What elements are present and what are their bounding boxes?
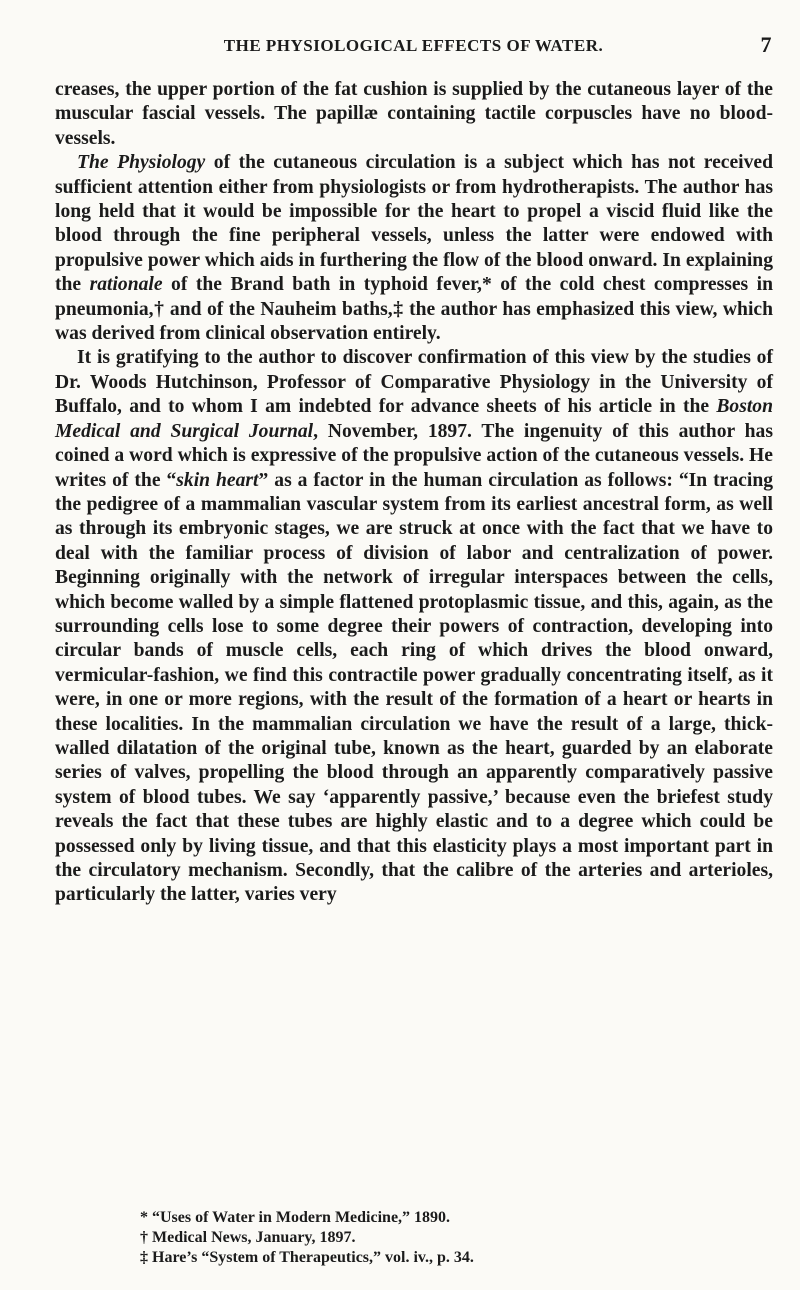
page-number: 7	[760, 32, 772, 57]
footnote-1: * “Uses of Water in Modern Medicine,” 1890.	[140, 1209, 451, 1226]
paragraph-1	[55, 78, 773, 151]
paragraph-3-italic-skin-heart: skin heart	[176, 469, 259, 491]
footnotes	[140, 1208, 760, 1268]
paragraph-3-text-b: , November, 1897. The ingenuity of this author has coined a word which is expressive of the propulsive action of the cutaneous vessels. He writes of the “	[55, 420, 773, 491]
paragraph-2	[55, 151, 773, 346]
paragraph-2-italic-rationale: rationale	[89, 274, 163, 296]
paragraph-3-italic-journal: Boston Medical and Surgical Journal	[55, 396, 773, 442]
footnote-2: † Medical News, January, 1897.	[140, 1229, 356, 1246]
paragraph-1-text: creases, the upper portion of the fat cushion is supplied by the cutaneous layer of the muscular fascial vessels. The papillæ containing tactile corpuscles have no blood-vessels.	[55, 79, 773, 149]
footnote-3: ‡ Hare’s “System of Therapeutics,” vol. iv., p. 34.	[140, 1249, 474, 1266]
body-text	[55, 78, 773, 908]
paragraph-3-text-a: It is gratifying to the author to discover confirmation of this view by the studies of Dr. Woods Hutchinson, Professor of Comparative Physiology in the University of Buffalo, and to whom I am indebted for advance sheets of his article in the	[55, 347, 773, 418]
paragraph-3-text-c: ” as a factor in the human circulation as follows: “In tracing the pedigree of a mammalian vascular system from its earliest ancestral form, as well as through its embryonic stages, we are struck at once with the fact that we have to deal with the familiar process of division of labor and centralization of power. Beginning originally with the network of irregular interspaces between the cells, which become walled by a simple flattened protoplasmic tissue, and this, again, as the surrounding cells lose to some degree their powers of contraction, developing into circular bands of muscle cells, each ring of which drives the blood onward, vermicular-fashion, we find this contractile power gradually concentrating itself, as it were, in one or more regions, with the result of the formation of a heart or hearts in these localities. In the mammalian circulation we have the result of a large, thick-walled dilatation of the original tube, known as the heart, guarded by an elaborate series of valves, propelling the blood through an apparently comparatively passive system of blood tubes. We say ‘apparently passive,’ because even the briefest study reveals the fact that these tubes are highly elastic and to a degree which could be possessed only by living tissue, and that this elasticity plays a most important part in the circulatory mechanism. Secondly, that the calibre of the arteries and arterioles, particularly the latter, varies very	[55, 469, 774, 906]
paragraph-2-text-b: of the Brand bath in typhoid fever,* of the cold chest compresses in pneumonia,† and of the Nauheim baths,‡ the author has emphasized this view, which was derived from clinical observation entirely.	[55, 274, 773, 345]
running-title: THE PHYSIOLOGICAL EFFECTS OF WATER.	[223, 36, 604, 55]
paragraph-2-italic-physiology: The Physiology	[77, 152, 206, 174]
paragraph-3	[55, 346, 773, 907]
page-header	[55, 30, 772, 60]
paragraph-2-text-a: of the cutaneous circulation is a subject which has not received sufficient attention either from physiologists or from hydrotherapists. The author has long held that it would be impossible for the heart to propel a viscid fluid like the blood through the fine peripheral vessels, unless the latter were endowed with propulsive power which aids in furthering the flow of the blood onward. In explaining the	[55, 152, 774, 296]
